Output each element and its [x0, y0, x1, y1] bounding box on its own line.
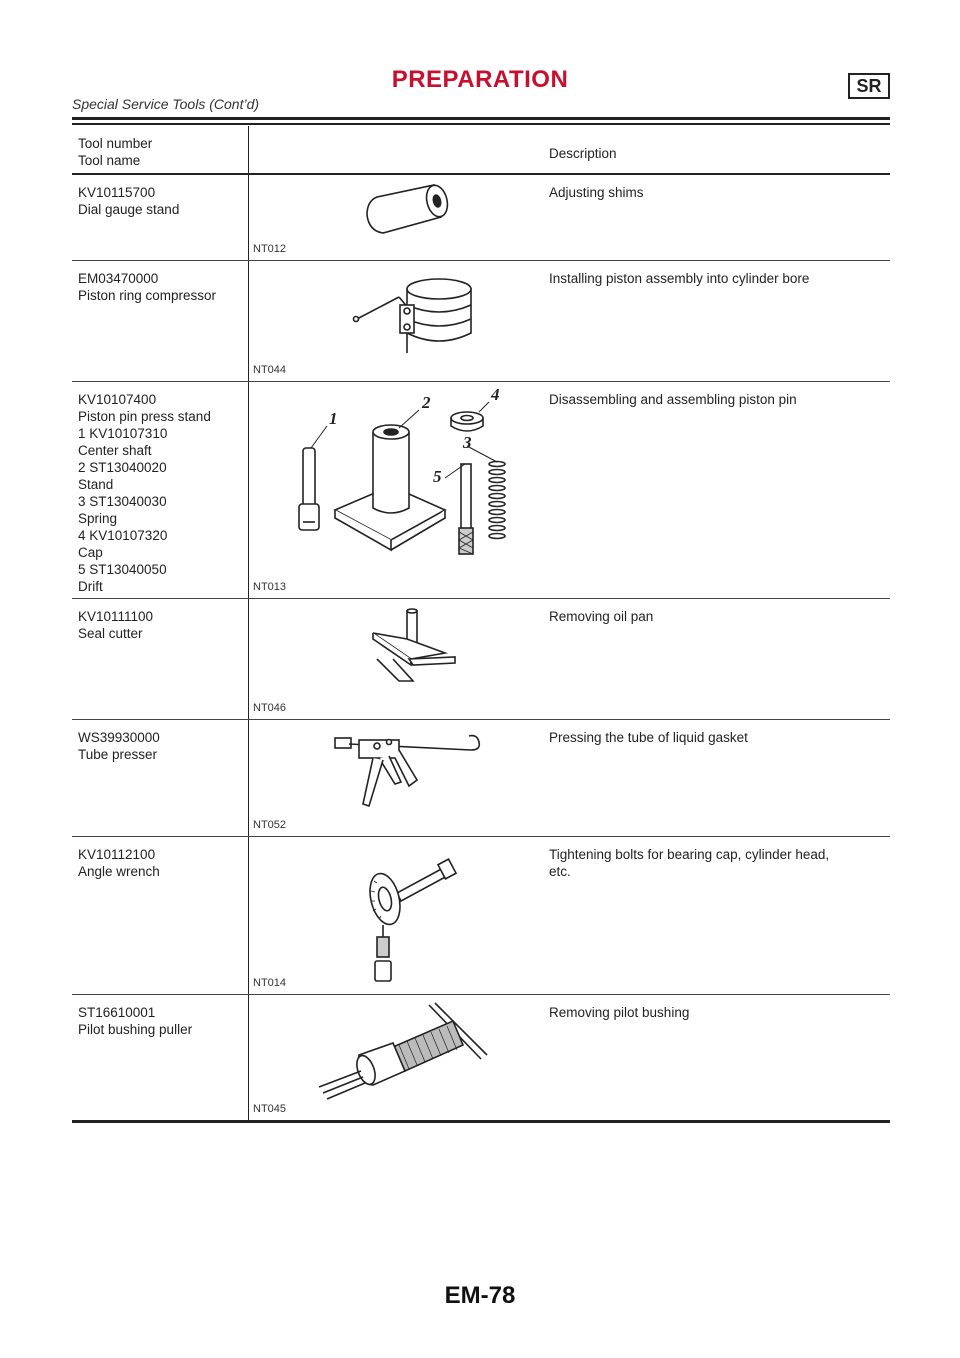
tool-illustration-cell [249, 598, 544, 719]
tool-name: Dial gauge stand [78, 202, 180, 217]
callout-2: 2 [422, 392, 431, 412]
callout-3: 3 [463, 432, 472, 452]
tool-description [543, 260, 890, 381]
header-tool-number: Tool number [78, 136, 153, 151]
tool-description [543, 381, 890, 598]
header-rule [72, 117, 890, 120]
description-line: Disassembling and assembling piston pin [549, 391, 797, 407]
tool-number: KV10115700 [78, 185, 156, 200]
part-3-name: Spring [78, 510, 118, 526]
tool-description [543, 174, 890, 260]
piston-ring-compressor-illustration [249, 261, 543, 382]
tool-name: Piston pin press stand [78, 408, 211, 424]
dial-gauge-stand-illustration [249, 175, 543, 261]
part-1-number: 1 KV10107310 [78, 425, 168, 441]
part-4-name: Cap [78, 544, 103, 560]
figure-code: NT052 [253, 818, 287, 831]
description-line: Removing pilot bushing [549, 1004, 690, 1020]
tool-name: Seal cutter [78, 625, 143, 641]
tool-cell [72, 381, 249, 598]
tool-number: KV10107400 [78, 391, 157, 407]
part-5-number: 5 ST13040050 [78, 561, 167, 577]
tool-illustration-cell [249, 719, 544, 836]
tool-cell [72, 719, 249, 836]
tool-illustration-cell [249, 381, 544, 598]
description-line: Pressing the tube of liquid gasket [549, 729, 748, 745]
table-row [72, 719, 890, 836]
tool-cell [72, 598, 249, 719]
tool-number: KV10112100 [78, 846, 156, 862]
table-row [72, 174, 890, 260]
figure-code: NT013 [253, 580, 287, 593]
table-row [72, 836, 890, 994]
page-title: PREPARATION [391, 66, 569, 93]
part-2-number: 2 ST13040020 [78, 459, 167, 475]
angle-wrench-illustration [249, 837, 543, 995]
description-line: Removing oil pan [549, 608, 654, 624]
description-line: etc. [549, 863, 571, 879]
pilot-bushing-puller-illustration [249, 995, 543, 1122]
description-line: Installing piston assembly into cylinder bore [549, 270, 810, 286]
tool-description [543, 994, 890, 1121]
tool-number: ST16610001 [78, 1004, 156, 1020]
tube-presser-illustration [249, 720, 543, 837]
part-2-name: Stand [78, 476, 114, 492]
table-row [72, 381, 890, 598]
tool-illustration-cell [249, 994, 544, 1121]
tool-name: Pilot bushing puller [78, 1021, 193, 1037]
description-line: Adjusting shims [549, 185, 644, 200]
part-1-name: Center shaft [78, 442, 152, 458]
figure-code: NT044 [253, 363, 287, 376]
table-row [72, 994, 890, 1121]
callout-5: 5 [433, 466, 442, 486]
tool-cell [72, 994, 249, 1121]
part-4-number: 4 KV10107320 [78, 527, 168, 543]
tool-number: EM03470000 [78, 270, 159, 286]
tool-illustration-cell [249, 260, 544, 381]
page-subtitle: Special Service Tools (Cont’d) [72, 96, 260, 112]
tool-description [543, 719, 890, 836]
header-tool-name: Tool name [78, 153, 141, 168]
figure-code: NT014 [253, 976, 287, 989]
tool-illustration-cell [249, 836, 544, 994]
header-description: Description [543, 126, 890, 174]
tools-table [72, 126, 890, 1123]
part-5-name: Drift [78, 578, 103, 594]
part-3-number: 3 ST13040030 [78, 493, 167, 509]
table-row [72, 598, 890, 719]
callout-1: 1 [329, 408, 338, 428]
tool-illustration-cell [249, 174, 544, 260]
header-illustration-cell [249, 126, 544, 174]
tool-number: WS39930000 [78, 729, 160, 745]
tool-cell [72, 174, 249, 260]
figure-code: NT012 [253, 242, 287, 255]
figure-code: NT045 [253, 1102, 287, 1115]
piston-pin-press-stand-illustration [249, 382, 543, 599]
tool-name: Tube presser [78, 746, 158, 762]
tool-cell [72, 836, 249, 994]
page-number: EM-78 [444, 1282, 516, 1309]
figure-code: NT046 [253, 701, 287, 714]
table-row [72, 260, 890, 381]
tool-number: KV10111100 [78, 608, 154, 624]
header-rule-secondary [72, 123, 890, 125]
header-tool-cell [72, 126, 249, 174]
tool-name: Angle wrench [78, 863, 160, 879]
section-badge: SR [848, 73, 890, 99]
tool-description [543, 598, 890, 719]
tool-description [543, 836, 890, 994]
table-header-row [72, 126, 890, 174]
callout-4: 4 [491, 384, 500, 404]
description-line: Tightening bolts for bearing cap, cylinder head, [549, 846, 830, 862]
seal-cutter-illustration [249, 599, 543, 720]
tool-cell [72, 260, 249, 381]
tool-name: Piston ring compressor [78, 287, 217, 303]
